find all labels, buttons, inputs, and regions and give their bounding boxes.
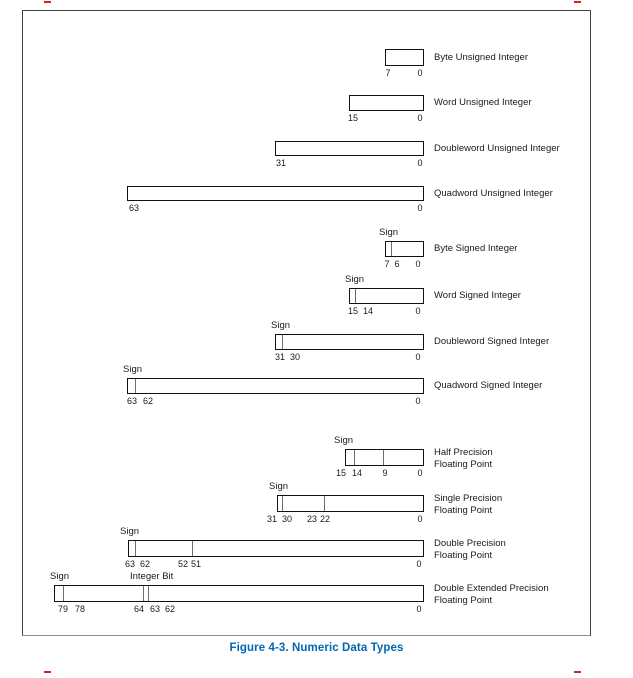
row-label-line: Word Unsigned Integer bbox=[434, 97, 532, 108]
double-precision-floating-point-label bbox=[434, 538, 506, 561]
half-precision-floating-point-label bbox=[434, 447, 493, 470]
bit-label: 9 bbox=[382, 468, 388, 478]
sign-label: Sign bbox=[50, 571, 70, 582]
integer-bit-label: Integer Bit bbox=[130, 571, 174, 582]
crop-mark-bottom-left bbox=[44, 671, 51, 676]
row-label-line: Floating Point bbox=[434, 594, 493, 606]
double-extended-precision-floating-point-label bbox=[434, 583, 549, 606]
bit-label: 0 bbox=[415, 259, 421, 269]
bit-label: 0 bbox=[416, 559, 422, 569]
bit-field-divider bbox=[391, 242, 392, 256]
row-label-line: Doubleword Signed Integer bbox=[434, 336, 550, 347]
bit-label: 51 bbox=[190, 559, 202, 569]
row-label-line: Word Signed Integer bbox=[434, 290, 521, 301]
sign-label: Sign bbox=[269, 481, 289, 492]
row-label-line: Quadword Signed Integer bbox=[434, 380, 543, 391]
bit-label: 0 bbox=[415, 396, 421, 406]
bit-field-divider bbox=[355, 289, 356, 303]
bit-label: 62 bbox=[139, 559, 151, 569]
doubleword-signed-integer-label bbox=[434, 336, 549, 348]
bit-label: 0 bbox=[417, 113, 423, 123]
bit-field-divider bbox=[135, 541, 136, 556]
double-precision-floating-point-box bbox=[128, 540, 424, 557]
bit-field-divider bbox=[148, 586, 149, 601]
bit-label: 30 bbox=[289, 352, 301, 362]
word-signed-integer-box bbox=[349, 288, 424, 304]
figure-caption: Figure 4-3. Numeric Data Types bbox=[229, 642, 404, 654]
word-unsigned-integer-label bbox=[434, 97, 532, 109]
bit-label: 15 bbox=[347, 306, 359, 316]
bit-label: 30 bbox=[281, 514, 293, 524]
crop-mark-top-right bbox=[574, 1, 581, 6]
bit-label: 31 bbox=[274, 352, 286, 362]
bit-field-divider bbox=[282, 496, 283, 511]
row-label-line: Floating Point bbox=[434, 549, 493, 561]
row-label-line: Double Precision bbox=[434, 538, 506, 549]
bit-label: 62 bbox=[142, 396, 154, 406]
single-precision-floating-point-label bbox=[434, 493, 502, 516]
doubleword-unsigned-integer-box bbox=[275, 141, 424, 156]
bit-label: 0 bbox=[417, 68, 423, 78]
bit-label: 7 bbox=[385, 68, 391, 78]
row-label-line: Single Precision bbox=[434, 493, 503, 504]
row-label-line: Doubleword Unsigned Integer bbox=[434, 143, 560, 154]
double-extended-precision-floating-point-box bbox=[54, 585, 424, 602]
crop-mark-top-left bbox=[44, 1, 51, 6]
bit-field-divider bbox=[383, 450, 384, 465]
quadword-signed-integer-box bbox=[127, 378, 424, 394]
bit-field-divider bbox=[324, 496, 325, 511]
sign-label: Sign bbox=[379, 227, 399, 238]
quadword-unsigned-integer-label bbox=[434, 188, 553, 200]
row-label-line: Half Precision bbox=[434, 447, 493, 458]
bit-label: 0 bbox=[415, 306, 421, 316]
half-precision-floating-point-box bbox=[345, 449, 424, 466]
bit-label: 14 bbox=[362, 306, 374, 316]
bit-label: 0 bbox=[417, 203, 423, 213]
crop-mark-bottom-right bbox=[574, 671, 581, 676]
bit-label: 31 bbox=[266, 514, 278, 524]
bit-label: 52 bbox=[177, 559, 189, 569]
word-signed-integer-label bbox=[434, 290, 521, 302]
word-unsigned-integer-box bbox=[349, 95, 424, 111]
byte-signed-integer-label bbox=[434, 243, 517, 255]
byte-unsigned-integer-label bbox=[434, 52, 528, 64]
bit-label: 15 bbox=[347, 113, 359, 123]
sign-label: Sign bbox=[120, 526, 140, 537]
bit-label: 0 bbox=[416, 604, 422, 614]
single-precision-floating-point-box bbox=[277, 495, 424, 512]
quadword-signed-integer-label bbox=[434, 380, 542, 392]
row-label-line: Floating Point bbox=[434, 504, 493, 516]
bit-label: 63 bbox=[124, 559, 136, 569]
bit-label: 7 bbox=[384, 259, 390, 269]
byte-unsigned-integer-box bbox=[385, 49, 424, 66]
bit-field-divider bbox=[192, 541, 193, 556]
bit-label: 14 bbox=[351, 468, 363, 478]
sign-label: Sign bbox=[123, 364, 143, 375]
bit-label: 64 bbox=[133, 604, 145, 614]
bit-field-divider bbox=[135, 379, 136, 393]
bit-label: 63 bbox=[149, 604, 161, 614]
row-label-line: Double Extended Precision bbox=[434, 583, 549, 594]
doubleword-signed-integer-box bbox=[275, 334, 424, 350]
row-label-line: Byte Unsigned Integer bbox=[434, 52, 529, 63]
bit-label: 78 bbox=[74, 604, 86, 614]
sign-label: Sign bbox=[345, 274, 365, 285]
bit-label: 0 bbox=[415, 352, 421, 362]
bit-label: 0 bbox=[417, 468, 423, 478]
bit-field-divider bbox=[354, 450, 355, 465]
bit-label: 23 bbox=[306, 514, 318, 524]
bit-label: 62 bbox=[164, 604, 176, 614]
bit-label: 63 bbox=[126, 396, 138, 406]
sign-label: Sign bbox=[271, 320, 291, 331]
bit-label: 79 bbox=[57, 604, 69, 614]
bit-field-divider bbox=[143, 586, 144, 601]
bit-label: 0 bbox=[417, 514, 423, 524]
doubleword-unsigned-integer-label bbox=[434, 143, 560, 155]
bit-label: 22 bbox=[319, 514, 331, 524]
row-label-line: Byte Signed Integer bbox=[434, 243, 518, 254]
row-label-line: Floating Point bbox=[434, 458, 493, 470]
sign-label: Sign bbox=[334, 435, 354, 446]
bit-label: 63 bbox=[128, 203, 140, 213]
row-label-line: Quadword Unsigned Integer bbox=[434, 188, 553, 199]
bit-label: 0 bbox=[417, 158, 423, 168]
quadword-unsigned-integer-box bbox=[127, 186, 424, 201]
bit-label: 31 bbox=[275, 158, 287, 168]
bit-field-divider bbox=[63, 586, 64, 601]
byte-signed-integer-box bbox=[385, 241, 424, 257]
bit-field-divider bbox=[282, 335, 283, 349]
bit-label: 6 bbox=[394, 259, 400, 269]
bit-label: 15 bbox=[335, 468, 347, 478]
